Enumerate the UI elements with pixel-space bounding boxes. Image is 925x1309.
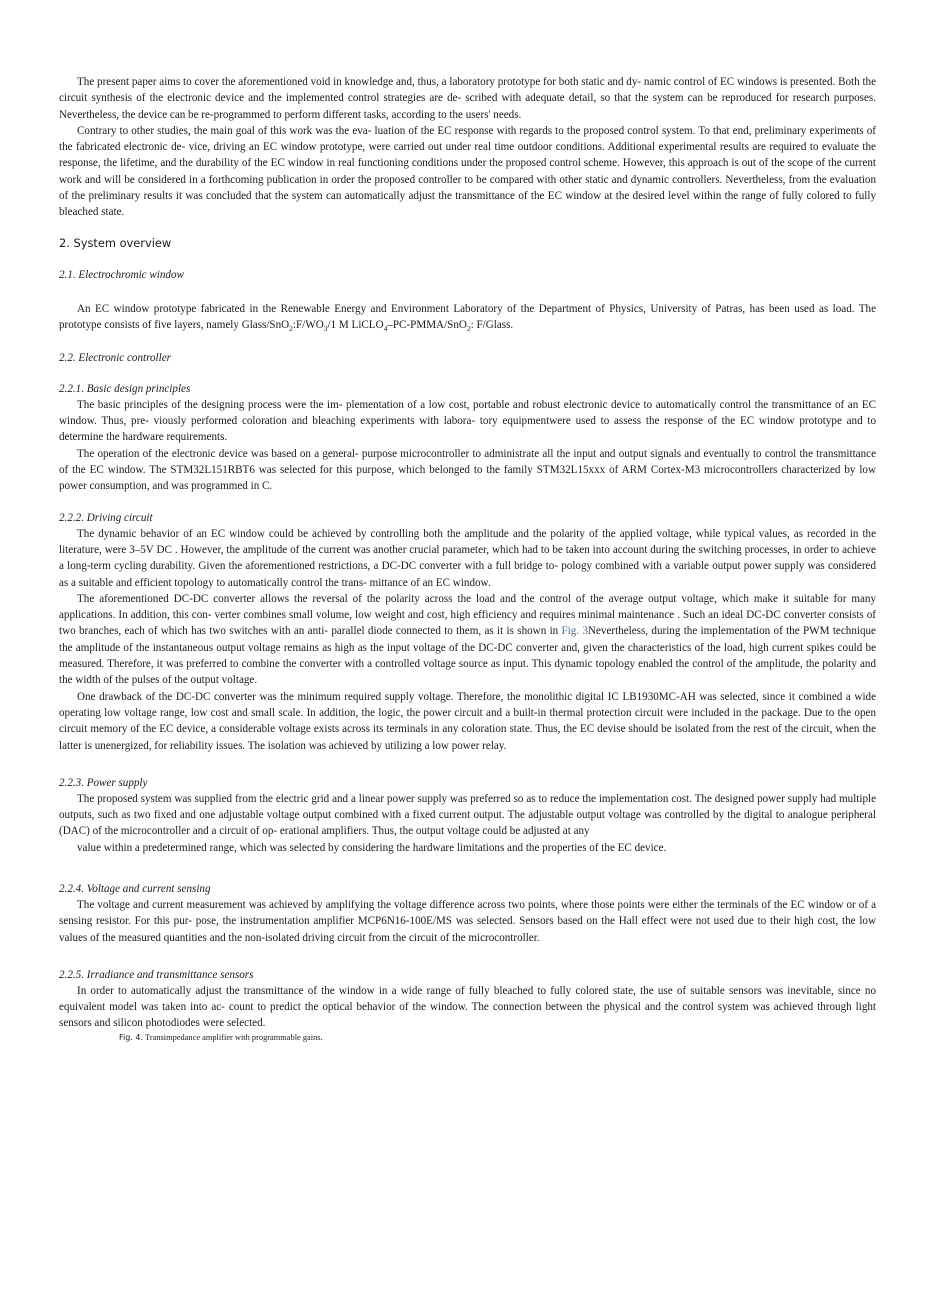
paragraph-design-1: The basic principles of the designing process were the im- plementation of a low cost, portable and robust electronic device to automatically control the transmittance of an EC window. Thus, pre- viously performed coloration and bleaching experiments with labora- tory equipmentwere used to assess the response of the EC window prototype and to determine the hardware requirements. — [59, 398, 876, 444]
paragraph-sensors-1: In order to automatically adjust the transmittance of the window in a wide range of fully bleached to fully colored state, the use of suitable sensors was inevitable, since no equivalent model was taken into ac- count to predict the optical behavior of the window. The connection between the physical and the control system was achieved through light sensors and silicon photodiodes were selected. — [59, 984, 876, 1030]
paper-page — [59, 74, 876, 1043]
figure-4-caption-text: Transimpedance amplifier with programmable gains. — [145, 1032, 323, 1042]
paragraph-sensing-1: The voltage and current measurement was achieved by amplifying the voltage difference across two points, where those points were either the terminals of the EC window or of a sensing resistor. For this pur- pose, the instrumentation amplifier MCP6N16-100E/MS was selected. Sensors based on the Hall effect were not used due to their high cost, the low values of the measured quantities and the non-isolated driving circuit from the circuit of the microcontroller. — [59, 898, 876, 944]
subsubsection-heading-2-2-1: 2.2.1. Basic design principles — [59, 382, 191, 395]
section-heading-2: 2. System overview — [59, 235, 172, 250]
figure-3-link[interactable]: Fig. 3 — [561, 625, 588, 638]
paragraph-power-1: The proposed system was supplied from the electric grid and a linear power supply was preferred so as to reduce the implementation cost. The designed power supply had multiple outputs, such as two fixed and one adjustable voltage output combined with a fixed current output. The adjustable output voltage was controlled by the digital to analogue peripheral (DAC) of the microcontroller and a circuit of op- erational amplifiers. Thus, the output voltage could be adjusted at any — [59, 792, 876, 838]
subsection-heading-2-1: 2.1. Electrochromic window — [59, 268, 184, 281]
paragraph-design-2: The operation of the electronic device was based on a general- purpose microcontroller to administrate all the input and output signals and eventually to control the transmittance of the EC window. The STM32L151RBT6 was selected for this purpose, which belonged to the family STM32L15xxx of ARM Cortex-M3 microcontrollers characterized by low power consumption, and was programmed in C. — [59, 447, 876, 493]
paragraph-driving-2: The aforementioned DC-DC converter allows the reversal of the polarity across the load and the control of the average output voltage, which make it suitable for many applications. In addition, this con- verter combines small volume, low weight and cost, high efficiency and requires minimal maintenance . Such an ideal DC-DC converter consists of two branches, each of which has two switches with an anti- parallel diode connected to them, as it is shown in Fig. 3Nevertheless, during the implementation of the PWM technique the amplitude of the instantaneous output voltage remains as high as the input voltage of the DC-DC converter and, given the characteristics of the load, high current spikes could be measured. Therefore, it was preferred to combine the converter with a controlled voltage source as input. This dynamic topology enabled the control of the amplitude, the polarity and the width of the pulses of the output voltage. — [59, 592, 876, 687]
subsubsection-heading-2-2-4: 2.2.4. Voltage and current sensing — [59, 882, 211, 895]
subsubsection-heading-2-2-5: 2.2.5. Irradiance and transmittance sensors — [59, 968, 254, 981]
paragraph-driving-1: The dynamic behavior of an EC window could be achieved by controlling both the amplitude and the polarity of the applied voltage, while typical values, as recorded in the literature, were 3–5V DC . However, the amplitude of the current was another crucial parameter, which had to be taken into account during the switching processes, in order to achieve a long-term cycling durability. Given the aforementioned restrictions, a DC-DC converter with a full bridge to- pology combined with a variable output power supply was considered as a suitable and efficient topology to automatically control the trans- mittance of an EC window. — [59, 527, 876, 589]
paragraph-ec-window: An EC window prototype fabricated in the Renewable Energy and Environment Laboratory of the Department of Physics, University of Patras, has been used as load. The prototype consists of five layers, namely Glass/$SnO_2:F/WO_3/1$ M LiCLO$_4$–PC-PMMA/SnO$_2$: F/Glass. — [59, 302, 876, 334]
paragraph-power-2: value within a predetermined range, which was selected by considering the hardware limitations and the properties of the EC device. — [77, 841, 667, 854]
subsubsection-heading-2-2-2: 2.2.2. Driving circuit — [59, 511, 153, 524]
subsection-heading-2-2: 2.2. Electronic controller — [59, 351, 171, 364]
subsubsection-heading-2-2-3: 2.2.3. Power supply — [59, 776, 148, 789]
figure-4-label: Fig. 4. — [119, 1032, 144, 1042]
figure-4-caption — [119, 1032, 876, 1043]
paragraph-driving-3: One drawback of the DC-DC converter was the minimum required supply voltage. Therefore, the monolithic digital IC LB1930MC-AH was selected, since it combined a wide operating low voltage range, low cost and small scale. In addition, the logic, the power circuit and a built-in thermal protection circuit were included in the package. Due to the open circuit memory of the EC device, a considerable voltage exists across its terminals in any coloration state. Thus, the EC devise should be isolated from the rest of the circuit, when the latter is unenergized, for reliability issues. The isolation was achieved by utilizing a low power relay. — [59, 690, 876, 752]
intro-paragraph-2: Contrary to other studies, the main goal of this work was the eva- luation of the EC response with regards to the proposed control system. To that end, preliminary experiments of the fabricated electronic de- vice, driving an EC window prototype, were carried out under real time outdoor conditions. Additional experimental results are required to evaluate the response, the lifetime, and the durability of the EC window in real functioning conditions under the proposed control scheme. However, this approach is out of the scope of the current work and will be considered in a forthcoming publication in order the proposed controller to be compared with other static and dynamic controllers. Nevertheless, from the evaluation of the preliminary results it was concluded that the system can automatically adjust the transmittance of the EC window at the desired level within the range of fully colored to fully bleached state. — [59, 124, 876, 219]
intro-paragraph-1: The present paper aims to cover the aforementioned void in knowledge and, thus, a laboratory prototype for both static and dy- namic control of EC windows is presented. Both the circuit synthesis of the electronic device and the implemented control strategies are de- scribed with adequate detail, so that the system can be reproduced for research purposes. Nevertheless, the device can be re-programmed to perform different tasks, according to the users' needs. — [59, 76, 876, 121]
